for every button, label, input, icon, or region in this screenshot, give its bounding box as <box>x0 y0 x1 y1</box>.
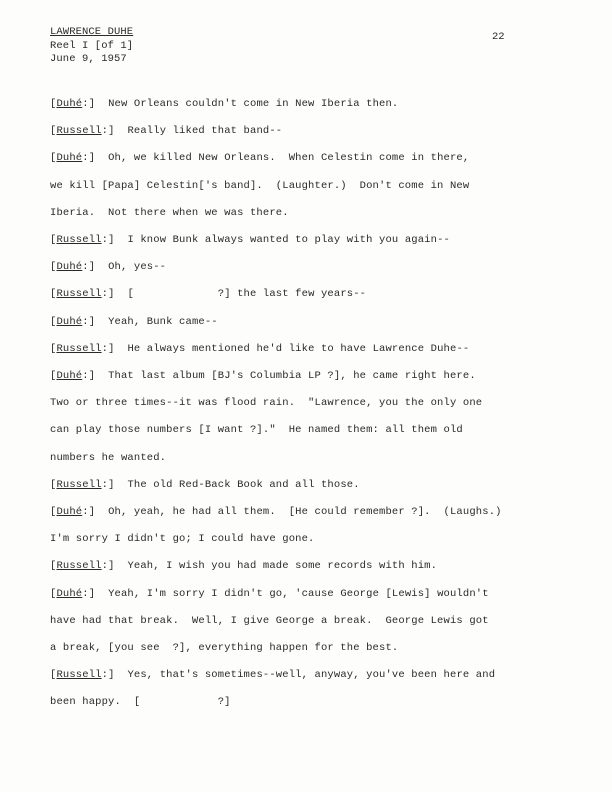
transcript-line <box>50 396 482 410</box>
speaker-name: Russell <box>56 342 102 355</box>
speaker-name: Russell <box>56 234 102 246</box>
transcript-line <box>50 206 289 220</box>
page-number: 22 <box>492 31 505 43</box>
speaker-name: Duhé <box>56 315 83 328</box>
speaker-name: Duhé <box>56 261 83 274</box>
document-header <box>50 26 133 67</box>
transcript-line: [Duhé:] Oh, yes-- <box>50 261 167 274</box>
transcript-line <box>50 179 469 193</box>
transcript-line: [Russell:] [ ?] the last few years-- <box>50 288 367 301</box>
speaker-name: Duhé <box>56 152 83 165</box>
spoken-text: Oh, yes-- <box>108 261 167 274</box>
transcript-line <box>50 614 489 628</box>
spoken-text: Two or three times--it was flood rain. "Lawrence, you the only one <box>50 397 483 410</box>
reel-label: Reel I [of 1] <box>50 39 134 52</box>
speaker-name: Duhé <box>56 506 83 518</box>
transcript-line: [Russell:] Yeah, I wish you had made some records with him. <box>50 560 438 573</box>
speaker-name: Duhé <box>56 587 83 600</box>
spoken-text: He always mentioned he'd like to have Lawrence Duhe-- <box>127 342 470 355</box>
spoken-text: a break, [you see ?], everything happen for the best. <box>50 642 399 654</box>
speaker-name: Russell <box>56 478 102 491</box>
transcript-line: [Duhé:] Oh, we killed New Orleans. When Celestin come in there, <box>50 152 470 165</box>
interview-date: June 9, 1957 <box>50 53 127 65</box>
spoken-text: New Orleans couldn't come in New Iberia then. <box>108 98 399 110</box>
spoken-text: have had that break. Well, I give George a break. George Lewis got <box>50 614 489 627</box>
spoken-text: I'm sorry I didn't go; I could have gone. <box>50 533 315 546</box>
speaker-name: Duhé <box>56 98 83 110</box>
speaker-name: Russell <box>56 125 102 138</box>
interviewee-name: LAWRENCE DUHE <box>50 26 134 38</box>
transcript-line: [Russell:] He always mentioned he'd like to have Lawrence Duhe-- <box>50 342 470 355</box>
transcript-line: [Duhé:] New Orleans couldn't come in New Iberia then. <box>50 98 399 110</box>
speaker-name: Russell <box>56 560 102 573</box>
spoken-text: [ ?] the last few years-- <box>127 288 367 301</box>
spoken-text: been happy. [ ?] <box>50 696 231 709</box>
spoken-text: I know Bunk always wanted to play with you again-- <box>127 234 450 246</box>
spoken-text: Really liked that band-- <box>127 125 283 138</box>
spoken-text: That last album [BJ's Columbia LP ?], he came right here. <box>108 370 476 382</box>
transcript-line: [Russell:] The old Red-Back Book and all those. <box>50 478 360 491</box>
transcript-line <box>50 532 315 546</box>
spoken-text: can play those numbers [I want ?]." He named them: all them old <box>50 424 463 437</box>
transcript-line <box>50 451 166 465</box>
spoken-text: Iberia. Not there when we was there. <box>50 206 289 219</box>
spoken-text: The old Red-Back Book and all those. <box>127 478 360 491</box>
transcript-line: [Duhé:] Yeah, Bunk came-- <box>50 315 218 328</box>
speaker-name: Russell <box>56 669 102 682</box>
transcript-line: [Duhé:] Oh, yeah, he had all them. [He could remember ?]. (Laughs.) <box>50 506 502 518</box>
spoken-text: Oh, we killed New Orleans. When Celestin come in there, <box>108 152 470 165</box>
transcript-line: [Russell:] Yes, that's sometimes--well, anyway, you've been here and <box>50 669 496 682</box>
transcript-line: [Russell:] I know Bunk always wanted to play with you again-- <box>50 234 450 246</box>
spoken-text: Yeah, I'm sorry I didn't go, 'cause George [Lewis] wouldn't <box>108 587 489 600</box>
speaker-name: Duhé <box>56 370 83 382</box>
transcript-line: [Russell:] Really liked that band-- <box>50 125 283 138</box>
transcript-line <box>50 423 463 437</box>
spoken-text: we kill [Papa] Celestin['s band]. (Laughter.) Don't come in New <box>50 179 470 192</box>
spoken-text: numbers he wanted. <box>50 451 167 464</box>
transcript-line <box>50 695 231 709</box>
spoken-text: Yeah, Bunk came-- <box>108 315 218 328</box>
spoken-text: Yes, that's sometimes--well, anyway, you've been here and <box>127 669 496 682</box>
spoken-text: Oh, yeah, he had all them. [He could remember ?]. (Laughs.) <box>108 506 502 518</box>
transcript-line: [Duhé:] That last album [BJ's Columbia LP ?], he came right here. <box>50 370 476 382</box>
speaker-name: Russell <box>56 288 102 301</box>
transcript-line <box>50 641 398 655</box>
transcript-line: [Duhé:] Yeah, I'm sorry I didn't go, 'cause George [Lewis] wouldn't <box>50 587 489 600</box>
spoken-text: Yeah, I wish you had made some records with him. <box>127 560 438 573</box>
